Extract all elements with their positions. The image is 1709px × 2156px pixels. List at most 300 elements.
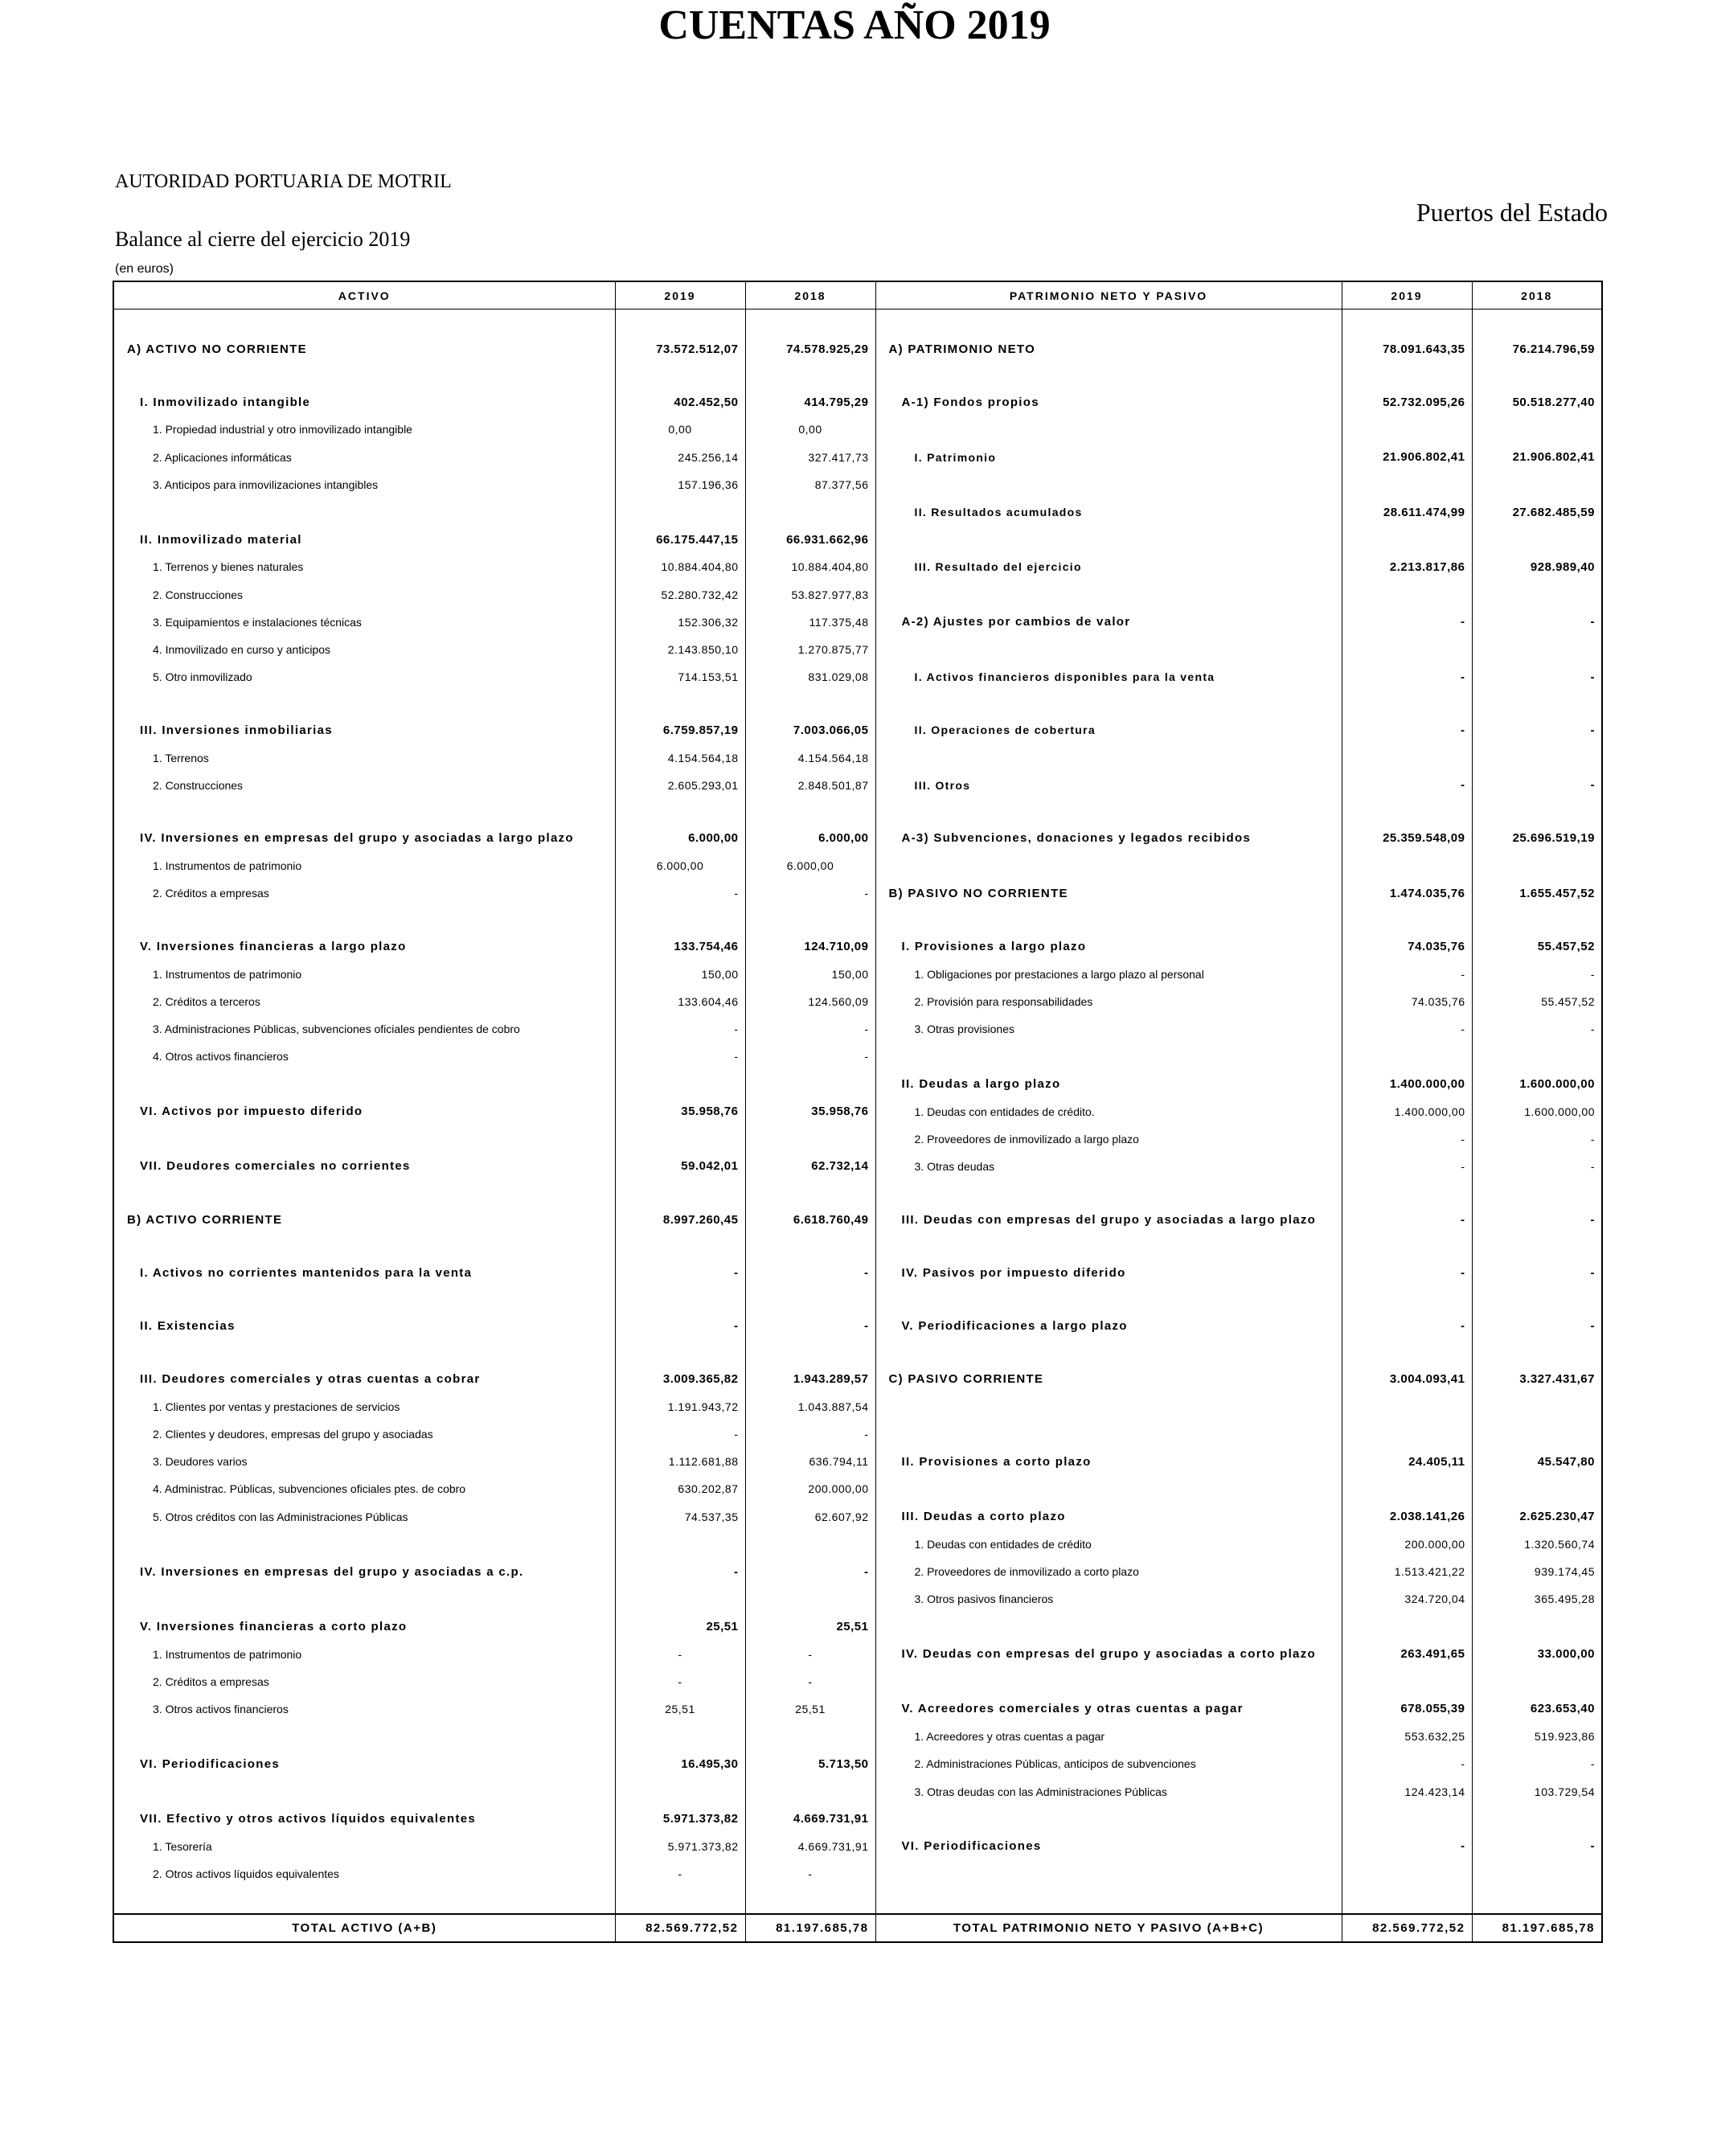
right-value-2019 [1342, 526, 1472, 553]
left-value-2019 [615, 1125, 745, 1153]
table-row [113, 988, 1602, 1015]
left-value-2018: 831.029,08 [745, 663, 875, 691]
right-value-2019: 28.611.474,99 [1342, 498, 1472, 526]
right-value-2019 [1342, 799, 1472, 825]
right-item-label: 2. Proveedores de inmovilizado a largo plazo [875, 1125, 1342, 1153]
right-value-2018: 55.457,52 [1472, 932, 1602, 960]
left-value-2018: 62.607,92 [745, 1503, 875, 1531]
table-row [113, 471, 1602, 498]
right-item-label [875, 1475, 1342, 1502]
total-activo-label: TOTAL ACTIVO (A+B) [113, 1914, 615, 1942]
right-value-2019: 24.405,11 [1342, 1448, 1472, 1475]
table-row [113, 1393, 1602, 1420]
right-value-2018: - [1472, 1750, 1602, 1777]
right-item-label: 1. Acreedores y otras cuentas a pagar [875, 1723, 1342, 1750]
right-item-label [875, 1613, 1342, 1640]
right-value-2019: - [1342, 663, 1472, 691]
left-item-label: VII. Efectivo y otros activos líquidos equivalentes [113, 1806, 615, 1833]
right-value-2019 [1342, 1180, 1472, 1206]
table-row [113, 1558, 1602, 1585]
right-value-2018: 76.214.796,59 [1472, 335, 1602, 363]
totals-row [113, 1914, 1602, 1942]
right-value-2019: 553.632,25 [1342, 1723, 1472, 1750]
table-row [113, 1206, 1602, 1233]
right-value-2018: 1.600.000,00 [1472, 1098, 1602, 1125]
table-row [113, 852, 1602, 879]
left-value-2019 [615, 309, 745, 336]
right-value-2018: 25.696.519,19 [1472, 825, 1602, 852]
right-item-label: V. Acreedores comerciales y otras cuentas a pagar [875, 1695, 1342, 1723]
right-value-2018: - [1472, 1015, 1602, 1043]
left-value-2018: 4.669.731,91 [745, 1833, 875, 1860]
right-item-label: IV. Deudas con empresas del grupo y asociadas a corto plazo [875, 1641, 1342, 1668]
right-item-label: 3. Otras deudas con las Administraciones Públicas [875, 1777, 1342, 1805]
left-value-2018: 117.375,48 [745, 609, 875, 636]
header-activo: ACTIVO [113, 281, 615, 309]
left-item-label: 1. Terrenos y bienes naturales [113, 553, 615, 580]
table-row [113, 1503, 1602, 1531]
right-value-2018 [1472, 1860, 1602, 1888]
right-item-label [875, 1668, 1342, 1695]
right-item-label [875, 363, 1342, 388]
left-value-2018: 6.000,00 [745, 825, 875, 852]
left-value-2018 [745, 498, 875, 526]
right-item-label [875, 691, 1342, 716]
right-item-label: III. Otros [875, 772, 1342, 799]
right-value-2018: 2.625.230,47 [1472, 1503, 1602, 1531]
header-pasivo-2018: 2018 [1472, 281, 1602, 309]
right-item-label: 1. Deudas con entidades de crédito. [875, 1098, 1342, 1125]
right-value-2019: - [1342, 716, 1472, 744]
right-value-2018: 33.000,00 [1472, 1641, 1602, 1668]
right-value-2019: - [1342, 961, 1472, 988]
table-row [113, 636, 1602, 663]
right-value-2019: 1.513.421,22 [1342, 1558, 1472, 1585]
right-value-2019: 52.732.095,26 [1342, 388, 1472, 416]
left-value-2018: 35.958,76 [745, 1098, 875, 1125]
left-value-2018 [745, 309, 875, 336]
left-item-label: 3. Deudores varios [113, 1448, 615, 1475]
balance-subtitle: Balance al cierre del ejercicio 2019 [115, 227, 411, 251]
right-value-2019: 124.423,14 [1342, 1777, 1472, 1805]
table-row [113, 961, 1602, 988]
table-row [113, 1153, 1602, 1180]
left-value-2018: 10.884.404,80 [745, 553, 875, 580]
left-item-label [113, 907, 615, 932]
left-value-2018: - [745, 1259, 875, 1286]
table-row [113, 1777, 1602, 1805]
right-value-2018 [1472, 526, 1602, 553]
right-value-2019: 1.474.035,76 [1342, 879, 1472, 907]
right-value-2019: 2.038.141,26 [1342, 1503, 1472, 1531]
left-value-2019: 402.452,50 [615, 388, 745, 416]
right-item-label: C) PASIVO CORRIENTE [875, 1366, 1342, 1393]
left-value-2019 [615, 1233, 745, 1259]
organization-name: AUTORIDAD PORTUARIA DE MOTRIL [115, 171, 452, 192]
table-row [113, 879, 1602, 907]
right-value-2018: - [1472, 1153, 1602, 1180]
right-value-2018 [1472, 416, 1602, 443]
left-value-2019: 714.153,51 [615, 663, 745, 691]
table-row [113, 772, 1602, 799]
left-value-2019: 52.280.732,42 [615, 581, 745, 609]
header-pasivo: PATRIMONIO NETO Y PASIVO [875, 281, 1342, 309]
right-value-2018: 21.906.802,41 [1472, 444, 1602, 471]
left-item-label: 4. Otros activos financieros [113, 1043, 615, 1070]
table-row [113, 388, 1602, 416]
right-item-label [875, 581, 1342, 609]
left-value-2019: 8.997.260,45 [615, 1206, 745, 1233]
left-value-2019: - [615, 1043, 745, 1070]
left-value-2018 [745, 1888, 875, 1914]
left-value-2019 [615, 1180, 745, 1206]
left-value-2018 [745, 1286, 875, 1312]
left-value-2019: 59.042,01 [615, 1153, 745, 1180]
right-value-2018 [1472, 1420, 1602, 1448]
left-item-label: 2. Construcciones [113, 581, 615, 609]
table-header-row [113, 281, 1602, 309]
left-value-2018: 7.003.066,05 [745, 716, 875, 744]
right-item-label [875, 309, 1342, 336]
table-row [113, 1043, 1602, 1070]
left-value-2018: 150,00 [745, 961, 875, 988]
right-value-2018: - [1472, 1312, 1602, 1339]
right-value-2019 [1342, 309, 1472, 336]
table-row [113, 663, 1602, 691]
left-item-label: II. Inmovilizado material [113, 526, 615, 553]
left-value-2018: 1.270.875,77 [745, 636, 875, 663]
left-item-label [113, 1233, 615, 1259]
right-value-2018 [1472, 691, 1602, 716]
right-item-label: II. Deudas a largo plazo [875, 1070, 1342, 1097]
right-value-2019 [1342, 1613, 1472, 1640]
left-value-2019 [615, 1777, 745, 1805]
right-item-label: 2. Administraciones Públicas, anticipos de subvenciones [875, 1750, 1342, 1777]
right-item-label: 3. Otras deudas [875, 1153, 1342, 1180]
table-row [113, 1531, 1602, 1558]
right-value-2018: 365.495,28 [1472, 1585, 1602, 1613]
left-value-2018: - [745, 1558, 875, 1585]
left-value-2019 [615, 363, 745, 388]
right-value-2018 [1472, 363, 1602, 388]
right-value-2018 [1472, 852, 1602, 879]
right-value-2018 [1472, 1043, 1602, 1070]
left-item-label [113, 1723, 615, 1750]
right-value-2019: 1.400.000,00 [1342, 1098, 1472, 1125]
right-value-2019: - [1342, 1259, 1472, 1286]
right-item-label: III. Resultado del ejercicio [875, 553, 1342, 580]
left-value-2019: 4.154.564,18 [615, 744, 745, 771]
total-pasivo-2018: 81.197.685,78 [1472, 1914, 1602, 1942]
left-value-2018: - [745, 1043, 875, 1070]
table-row [113, 309, 1602, 336]
left-item-label: 5. Otro inmovilizado [113, 663, 615, 691]
table-row [113, 1750, 1602, 1777]
right-value-2019: 3.004.093,41 [1342, 1366, 1472, 1393]
left-value-2018: - [745, 1312, 875, 1339]
left-value-2019 [615, 498, 745, 526]
right-item-label: I. Activos financieros disponibles para la venta [875, 663, 1342, 691]
left-value-2019: 5.971.373,82 [615, 1806, 745, 1833]
left-value-2018: 74.578.925,29 [745, 335, 875, 363]
table-row [113, 581, 1602, 609]
left-value-2018 [745, 1340, 875, 1366]
left-item-label [113, 309, 615, 336]
left-item-label [113, 799, 615, 825]
total-activo-2019: 82.569.772,52 [615, 1914, 745, 1942]
left-item-label: V. Inversiones financieras a corto plazo [113, 1613, 615, 1640]
left-value-2019: 1.112.681,88 [615, 1448, 745, 1475]
left-item-label [113, 1286, 615, 1312]
left-value-2019: 150,00 [615, 961, 745, 988]
left-value-2019 [615, 1340, 745, 1366]
left-value-2018 [745, 799, 875, 825]
left-value-2019: 10.884.404,80 [615, 553, 745, 580]
right-value-2019: - [1342, 609, 1472, 636]
left-item-label: 1. Clientes por ventas y prestaciones de servicios [113, 1393, 615, 1420]
left-item-label [113, 1340, 615, 1366]
left-item-label: B) ACTIVO CORRIENTE [113, 1206, 615, 1233]
right-value-2019: - [1342, 1153, 1472, 1180]
left-value-2019: 25,51 [615, 1613, 745, 1640]
right-item-label: A-2) Ajustes por cambios de valor [875, 609, 1342, 636]
right-value-2018: 1.655.457,52 [1472, 879, 1602, 907]
left-value-2018: 124.710,09 [745, 932, 875, 960]
left-item-label: I. Activos no corrientes mantenidos para la venta [113, 1259, 615, 1286]
left-item-label: 2. Créditos a terceros [113, 988, 615, 1015]
right-item-label [875, 799, 1342, 825]
left-value-2019: 0,00 [615, 416, 745, 443]
table-row [113, 1888, 1602, 1914]
left-item-label [113, 691, 615, 716]
left-item-label: 1. Instrumentos de patrimonio [113, 852, 615, 879]
right-value-2019: - [1342, 1750, 1472, 1777]
right-value-2018: - [1472, 1833, 1602, 1860]
right-item-label: 2. Provisión para responsabilidades [875, 988, 1342, 1015]
right-value-2019 [1342, 1475, 1472, 1502]
left-value-2018 [745, 1233, 875, 1259]
left-item-label [113, 1888, 615, 1914]
left-value-2019: - [615, 1420, 745, 1448]
right-value-2019 [1342, 852, 1472, 879]
table-row [113, 416, 1602, 443]
right-value-2018: 45.547,80 [1472, 1448, 1602, 1475]
right-item-label [875, 1286, 1342, 1312]
left-item-label: II. Existencias [113, 1312, 615, 1339]
right-item-label: 1. Deudas con entidades de crédito [875, 1531, 1342, 1558]
left-value-2019: 73.572.512,07 [615, 335, 745, 363]
left-value-2018 [745, 1125, 875, 1153]
left-value-2018: 1.043.887,54 [745, 1393, 875, 1420]
right-item-label [875, 636, 1342, 663]
table-row [113, 1585, 1602, 1613]
left-item-label: III. Inversiones inmobiliarias [113, 716, 615, 744]
balance-table [113, 281, 1603, 1943]
right-value-2019: 200.000,00 [1342, 1531, 1472, 1558]
left-value-2018: 5.713,50 [745, 1750, 875, 1777]
left-value-2019 [615, 1723, 745, 1750]
right-item-label: I. Provisiones a largo plazo [875, 932, 1342, 960]
right-value-2018 [1472, 744, 1602, 771]
right-item-label: 3. Otras provisiones [875, 1015, 1342, 1043]
left-value-2018: 1.943.289,57 [745, 1366, 875, 1393]
left-item-label: I. Inmovilizado intangible [113, 388, 615, 416]
right-value-2018: 519.923,86 [1472, 1723, 1602, 1750]
left-item-label: 3. Anticipos para inmovilizaciones intangibles [113, 471, 615, 498]
left-item-label: 4. Administrac. Públicas, subvenciones oficiales ptes. de cobro [113, 1475, 615, 1502]
left-value-2019: 2.143.850,10 [615, 636, 745, 663]
left-item-label [113, 1585, 615, 1613]
right-value-2019: - [1342, 1206, 1472, 1233]
right-value-2019 [1342, 1888, 1472, 1914]
right-value-2019 [1342, 691, 1472, 716]
right-item-label: A-1) Fondos propios [875, 388, 1342, 416]
left-value-2019: 630.202,87 [615, 1475, 745, 1502]
right-value-2019 [1342, 581, 1472, 609]
left-value-2019: 3.009.365,82 [615, 1366, 745, 1393]
left-value-2018: 53.827.977,83 [745, 581, 875, 609]
table-row [113, 1233, 1602, 1259]
left-item-label: 1. Tesorería [113, 1833, 615, 1860]
right-value-2019 [1342, 1420, 1472, 1448]
right-value-2018: 55.457,52 [1472, 988, 1602, 1015]
left-value-2019: - [615, 879, 745, 907]
right-value-2019: - [1342, 1125, 1472, 1153]
right-value-2018 [1472, 1393, 1602, 1420]
left-value-2018: 87.377,56 [745, 471, 875, 498]
table-row [113, 1833, 1602, 1860]
right-value-2018 [1472, 1888, 1602, 1914]
left-value-2019: - [615, 1558, 745, 1585]
left-value-2018: 66.931.662,96 [745, 526, 875, 553]
right-value-2018 [1472, 581, 1602, 609]
left-value-2018: 62.732,14 [745, 1153, 875, 1180]
left-value-2019 [615, 1585, 745, 1613]
right-value-2019 [1342, 363, 1472, 388]
right-value-2018: 623.653,40 [1472, 1695, 1602, 1723]
left-value-2019 [615, 1531, 745, 1558]
right-value-2018 [1472, 1806, 1602, 1833]
left-value-2019: - [615, 1668, 745, 1695]
right-value-2019 [1342, 1340, 1472, 1366]
right-item-label: 3. Otros pasivos financieros [875, 1585, 1342, 1613]
left-value-2018: - [745, 1641, 875, 1668]
left-value-2019: 133.754,46 [615, 932, 745, 960]
right-value-2018: - [1472, 1259, 1602, 1286]
right-item-label [875, 1420, 1342, 1448]
right-item-label: III. Deudas a corto plazo [875, 1503, 1342, 1531]
right-item-label: VI. Periodificaciones [875, 1833, 1342, 1860]
left-value-2019: 5.971.373,82 [615, 1833, 745, 1860]
left-value-2019: 152.306,32 [615, 609, 745, 636]
table-row [113, 1015, 1602, 1043]
right-item-label [875, 907, 1342, 932]
table-row [113, 744, 1602, 771]
left-item-label: 1. Propiedad industrial y otro inmovilizado intangible [113, 416, 615, 443]
left-value-2019 [615, 691, 745, 716]
left-item-label: IV. Inversiones en empresas del grupo y asociadas a largo plazo [113, 825, 615, 852]
left-value-2018: 327.417,73 [745, 444, 875, 471]
right-item-label [875, 1340, 1342, 1366]
right-value-2019: 263.491,65 [1342, 1641, 1472, 1668]
left-item-label: 5. Otros créditos con las Administraciones Públicas [113, 1503, 615, 1531]
left-item-label: 3. Administraciones Públicas, subvenciones oficiales pendientes de cobro [113, 1015, 615, 1043]
left-value-2019: - [615, 1641, 745, 1668]
right-item-label [875, 471, 1342, 498]
left-value-2018 [745, 1723, 875, 1750]
left-item-label: 1. Instrumentos de patrimonio [113, 961, 615, 988]
left-value-2019: 157.196,36 [615, 471, 745, 498]
table-row [113, 1420, 1602, 1448]
left-value-2018: 2.848.501,87 [745, 772, 875, 799]
right-item-label [875, 852, 1342, 879]
left-value-2018 [745, 1585, 875, 1613]
left-item-label: 2. Aplicaciones informáticas [113, 444, 615, 471]
left-value-2018 [745, 1180, 875, 1206]
left-item-label: 3. Equipamientos e instalaciones técnicas [113, 609, 615, 636]
left-value-2019: 1.191.943,72 [615, 1393, 745, 1420]
right-value-2019 [1342, 636, 1472, 663]
left-value-2019: 74.537,35 [615, 1503, 745, 1531]
table-row [113, 1366, 1602, 1393]
left-value-2018: 6.618.760,49 [745, 1206, 875, 1233]
table-row [113, 526, 1602, 553]
left-value-2019: 2.605.293,01 [615, 772, 745, 799]
left-value-2018 [745, 1777, 875, 1805]
right-value-2019: 324.720,04 [1342, 1585, 1472, 1613]
left-value-2018 [745, 907, 875, 932]
right-value-2018: - [1472, 1125, 1602, 1153]
left-value-2018: 414.795,29 [745, 388, 875, 416]
right-value-2018 [1472, 1233, 1602, 1259]
right-value-2018: - [1472, 663, 1602, 691]
right-value-2019: 74.035,76 [1342, 932, 1472, 960]
document-title: CUENTAS AÑO 2019 [658, 2, 1051, 48]
left-value-2018: - [745, 1668, 875, 1695]
total-pasivo-label: TOTAL PATRIMONIO NETO Y PASIVO (A+B+C) [875, 1914, 1342, 1942]
table-row [113, 691, 1602, 716]
right-value-2018: - [1472, 1206, 1602, 1233]
right-item-label [875, 1180, 1342, 1206]
right-value-2019 [1342, 1233, 1472, 1259]
left-value-2018 [745, 1531, 875, 1558]
right-item-label: II. Operaciones de cobertura [875, 716, 1342, 744]
left-value-2019 [615, 1888, 745, 1914]
right-item-label: B) PASIVO NO CORRIENTE [875, 879, 1342, 907]
left-value-2018: 6.000,00 [745, 852, 875, 879]
header-activo-2018: 2018 [745, 281, 875, 309]
left-value-2019 [615, 907, 745, 932]
left-value-2019: 6.000,00 [615, 852, 745, 879]
table-row [113, 498, 1602, 526]
left-value-2019 [615, 1286, 745, 1312]
table-row [113, 363, 1602, 388]
right-item-label [875, 1806, 1342, 1833]
left-item-label: A) ACTIVO NO CORRIENTE [113, 335, 615, 363]
left-value-2019: 245.256,14 [615, 444, 745, 471]
left-value-2019 [615, 799, 745, 825]
left-item-label [113, 363, 615, 388]
right-item-label: A-3) Subvenciones, donaciones y legados recibidos [875, 825, 1342, 852]
right-value-2019: 1.400.000,00 [1342, 1070, 1472, 1097]
table-row [113, 335, 1602, 363]
left-value-2018: - [745, 879, 875, 907]
table-row [113, 553, 1602, 580]
left-value-2018: 4.154.564,18 [745, 744, 875, 771]
table-row [113, 1448, 1602, 1475]
right-item-label: A) PATRIMONIO NETO [875, 335, 1342, 363]
left-value-2019: - [615, 1312, 745, 1339]
